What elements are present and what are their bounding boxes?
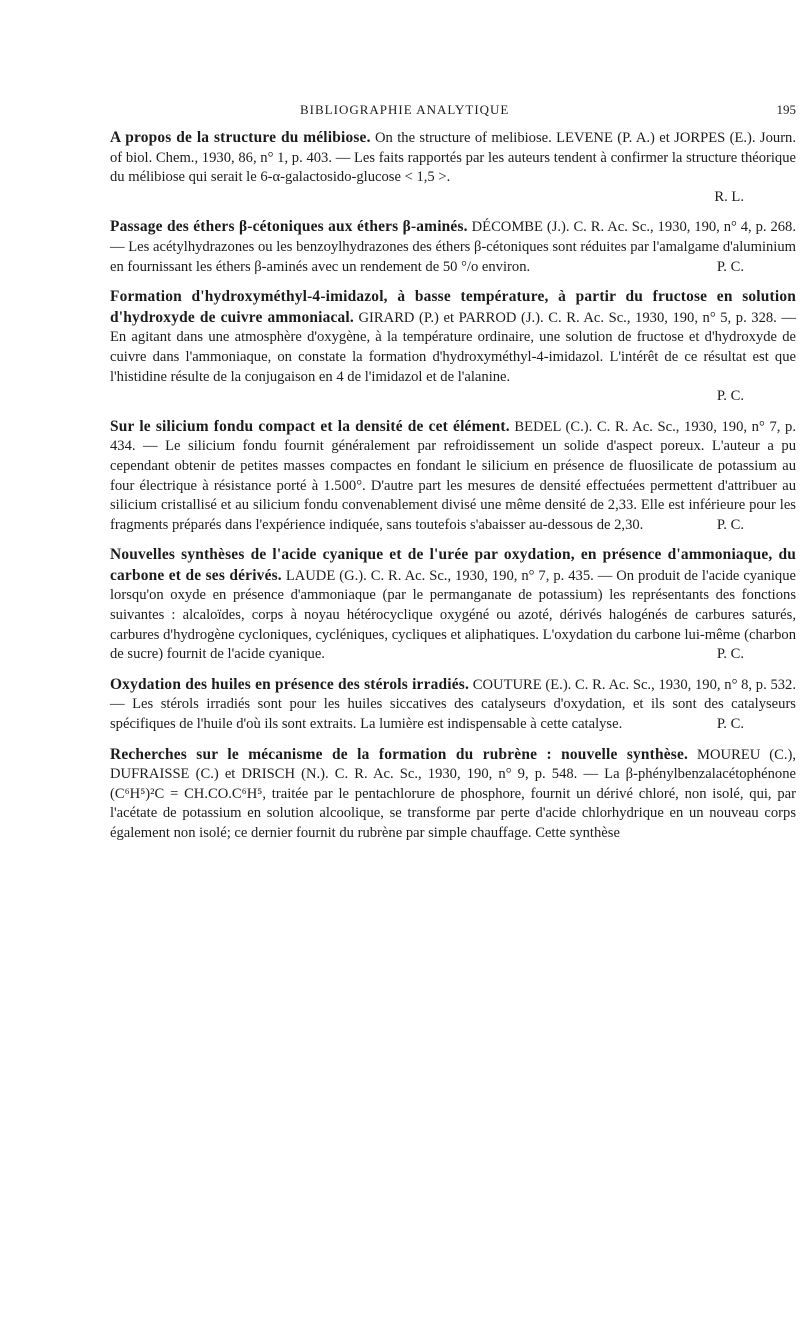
entry-title: Oxydation des huiles en présence des stérols irradiés. bbox=[110, 675, 470, 693]
entry-body: COUTURE (E.). C. R. Ac. Sc., 1930, 190, n° 8, p. 532. — Les stérols irradiés sont pour les huiles siccatives des catalyseurs d'oxydation, et ils sont des catalyseurs spécifiques de l'huile d'où ils sont extraits. La lumière est indispensable à cette catalyse. bbox=[110, 676, 797, 733]
entry-silicium-fondu bbox=[110, 417, 796, 536]
entry-title: Sur le silicium fondu compact et la densité de cet élément. bbox=[110, 417, 510, 435]
entry-initials: P. C. bbox=[716, 516, 744, 533]
page-number: 195 bbox=[776, 102, 796, 117]
entry-body: MOUREU (C.), DUFRAISSE (C.) et DRISCH (N.). C. R. Ac. Sc., 1930, 190, n° 9, p. 548. — La β-phénylbenzalacétophénone (C⁶H⁵)²C = CH.CO.C⁶H⁵, traitée par le pentachlorure de phosphore, fournit un dérivé chloré, non isolé, qui, par l'acétate de potassium en solution alcoolique, se transforme par perte d'acide chlorhydrique en un nouveau corps également non isolé; ce dernier fournit du rubrène par simple chauffage. Cette synthèse bbox=[110, 746, 796, 841]
running-title: BIBLIOGRAPHIE ANALYTIQUE bbox=[300, 102, 510, 117]
entry-body: GIRARD (P.) et PARROD (J.). C. R. Ac. Sc., 1930, 190, n° 5, p. 328. — En agitant dans une atmosphère d'oxygène, à la température ordinaire, une solution de fructose et d'hydroxyde de cuivre dans l'ammoniaque, on constate la formation d'hydroxyméthyl-4-imidazol. L'intérêt de ce résultat est que l'histidine résulte de la conjugaison en 4 de l'imidazol et de l'alanine. bbox=[110, 309, 796, 385]
entry-title: Passage des éthers β-cétoniques aux éthers β-aminés. bbox=[110, 218, 468, 236]
entry-title: A propos de la structure du mélibiose. bbox=[110, 129, 371, 146]
entry-hydroxymethyl-imidazol bbox=[110, 287, 796, 407]
entry-rubrene bbox=[110, 745, 796, 844]
bibliography-entries bbox=[110, 128, 796, 844]
entry-melibiose bbox=[110, 128, 796, 207]
page-header bbox=[110, 100, 796, 122]
entry-ethers-beta-cetoniques bbox=[110, 217, 796, 277]
entry-body: On the structure of melibiose. LEVENE (P. A.) et JORPES (E.). Journ. of biol. Chem., 1930, 86, n° 1, p. 403. — Les faits rapportés par les auteurs tendent à confirmer la structure théorique du mélibiose qui serait le 6-α-galactosido-glucose < 1,5 >. bbox=[110, 130, 796, 186]
entry-initials: P. C. bbox=[716, 388, 744, 405]
entry-body: LAUDE (G.). C. R. Ac. Sc., 1930, 190, n° 7, p. 435. — On produit de l'acide cyanique lorsqu'on oxyde en présence d'ammoniaque (par le permanganate de potassium) les représentants des fonctions suivantes : alcaloïdes, corps à noyau hétérocyclique oxygéné ou azoté, dérivés halogénés de carbures saturés, carbures d'hydrogène cycloniques, cycléniques, cycliques et aliphatiques. L'oxydation du carbone lui-même (charbon de sucre) fournit de l'acide cyanique. bbox=[110, 567, 796, 663]
entry-title: Formation d'hydroxyméthyl-4-imidazol, à basse température, à partir du fructose en solution d'hydroxyde de cuivre ammoniacal. bbox=[110, 288, 796, 326]
entry-acide-cyanique bbox=[110, 545, 796, 665]
entry-body: BEDEL (C.). C. R. Ac. Sc., 1930, 190, n° 7, p. 434. — Le silicium fondu fournit généralement par refroidissement un solide d'aspect poreux. L'auteur a pu cependant obtenir de petites masses compactes en fondant le silicium en présence de fluosilicate de potassium au four électrique à résistance porté à 1.500°. D'autre part les mesures de densité effectuées permettent d'attribuer au silicium cristallisé et au silicium fondu convenablement divisé une même densité de 2,33. Elle est inférieure pour les fragments préparés dans l'expérience indiquée, sans toutefois s'abaisser au-dessous de 2,30. bbox=[110, 418, 796, 533]
entry-title: Nouvelles synthèses de l'acide cyanique et de l'urée par oxydation, en présence d'ammoniaque, du carbone et de ses dérivés. bbox=[110, 546, 796, 584]
entry-initials: P. C. bbox=[716, 716, 744, 733]
entry-initials: R. L. bbox=[714, 188, 744, 205]
entry-body: DÉCOMBE (J.). C. R. Ac. Sc., 1930, 190, n° 4, p. 268. — Les acétylhydrazones ou les benzoylhydrazones des éthers β-cétoniques sont réduites par l'amalgame d'aluminium en fournissant les éthers β-aminés avec un rendement de 50 °/o environ. bbox=[110, 219, 796, 275]
entry-initials: P. C. bbox=[716, 646, 744, 663]
entry-title: Recherches sur le mécanisme de la formation du rubrène : nouvelle synthèse. bbox=[110, 745, 689, 763]
entry-initials: P. C. bbox=[716, 258, 744, 275]
entry-oxydation-huiles bbox=[110, 675, 796, 735]
